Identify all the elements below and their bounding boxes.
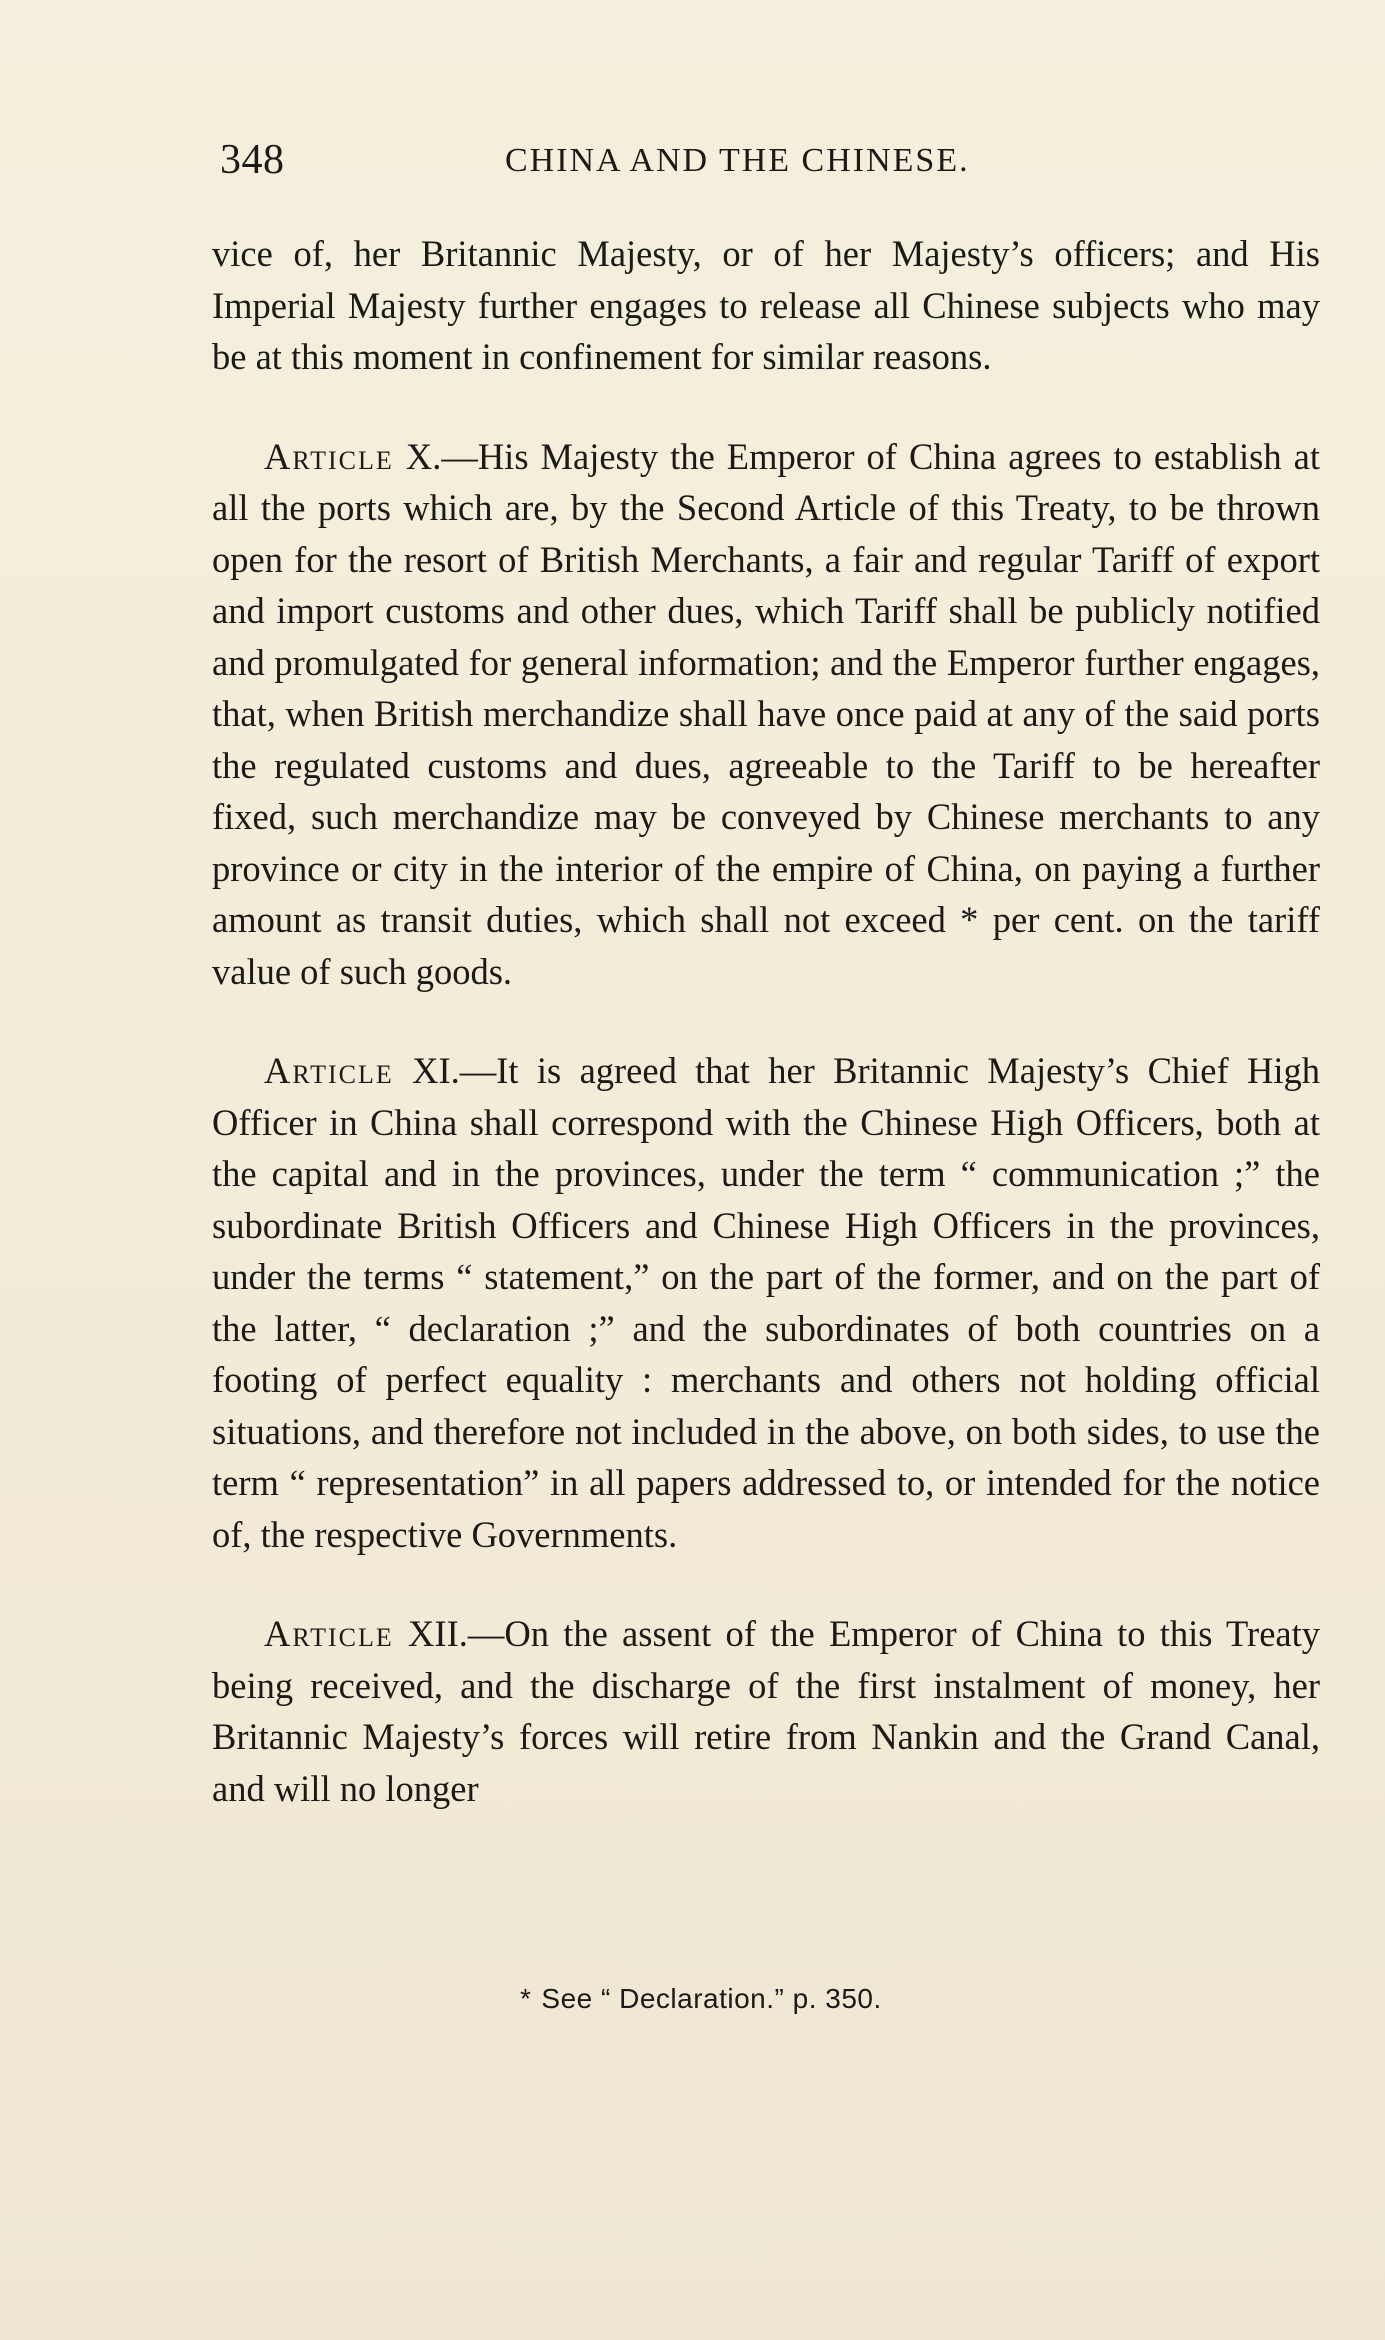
footnote bbox=[520, 1983, 882, 2015]
page-number: 348 bbox=[220, 137, 285, 183]
footnote-text: See “ Declaration.” p. 350. bbox=[541, 1983, 882, 2014]
article-xii-label: Article bbox=[264, 1613, 394, 1654]
paragraph-article-xi bbox=[212, 1045, 1320, 1560]
body-text bbox=[212, 228, 1320, 1814]
page-header bbox=[220, 136, 1300, 196]
paragraph-article-x bbox=[212, 431, 1320, 998]
paragraph-continued: vice of, her Britannic Majesty, or of her Majesty’s officers; and His Imperial Majesty further engages to release all Chinese subjects who may be at this moment in confinement for similar reasons. bbox=[212, 233, 1320, 377]
article-xi-label: Article bbox=[264, 1050, 394, 1091]
running-title: CHINA AND THE CHINESE. bbox=[505, 142, 970, 179]
article-x-text: X.—His Majesty the Emperor of China agrees to establish at all the ports which are, by the Second Article of this Treaty, to be thrown open for the resort of British Merchants, a fair and regular Tariff of export and import customs and other dues, which Tariff shall be publicly notified and promulgated for general information; and the Emperor further engages, that, when British merchandize shall have once paid at any of the said ports the regulated customs and dues, agreeable to the Tariff to be hereafter fixed, such merchandize may be conveyed by Chinese merchants to any province or city in the interior of the empire of China, on paying a further amount as transit duties, which shall not exceed * per cent. on the tariff value of such goods. bbox=[212, 435, 1320, 992]
footnote-marker: * bbox=[520, 1983, 532, 2014]
article-xi-text: XI.—It is agreed that her Britannic Majesty’s Chief High Officer in China shall correspond with the Chinese High Officers, both at the capital and in the provinces, under the term “ communication ;” the subordinate British Officers and Chinese High Officers in the provinces, under the terms “ statement,” on the part of the former, and on the part of the latter, “ declaration ;” and the subordinates of both countries on a footing of perfect equality : merchants and others not holding official situations, and therefore not included in the above, on both sides, to use the term “ representation” in all papers addressed to, or intended for the notice of, the respective Governments. bbox=[212, 1050, 1320, 1555]
article-x-label: Article bbox=[264, 435, 394, 477]
article-xii-text: XII.—On the assent of the Emperor of China to this Treaty being received, and the discharge of the first instalment of money, her Britannic Majesty’s forces will retire from Nankin and the Grand Canal, and will no longer bbox=[212, 1613, 1320, 1809]
paragraph-article-xii bbox=[212, 1608, 1320, 1814]
